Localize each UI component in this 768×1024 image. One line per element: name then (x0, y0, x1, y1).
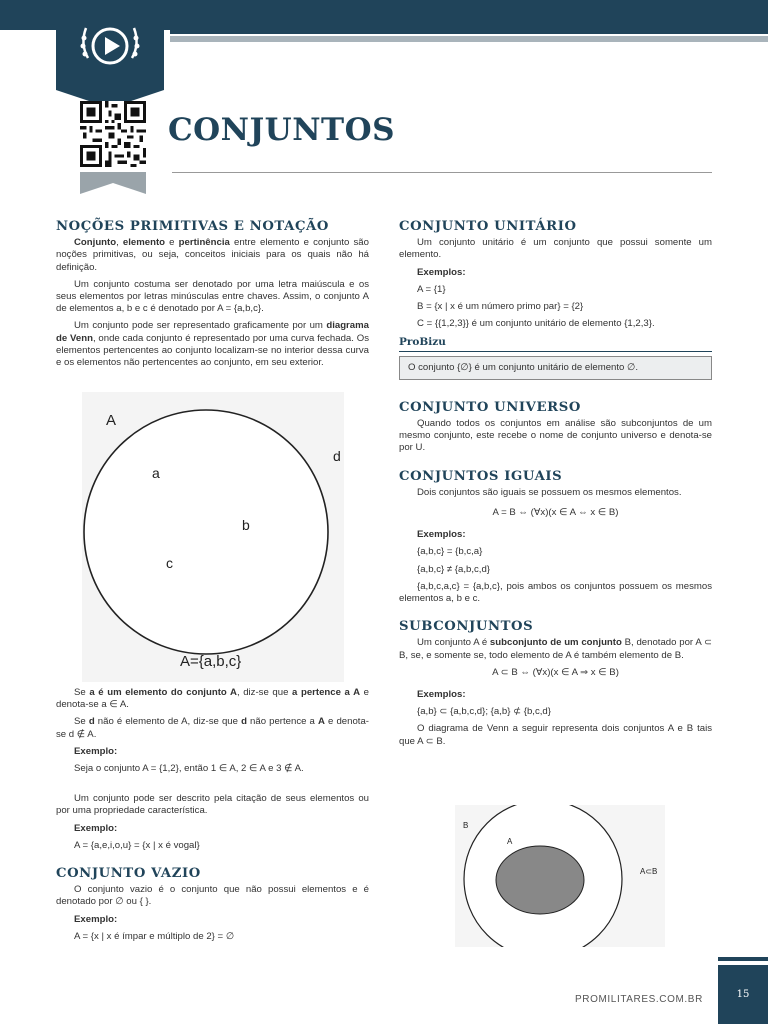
bold-term: a pertence a A (292, 687, 361, 698)
footer-bar (718, 957, 768, 961)
paragraph (56, 237, 369, 274)
example-text: {a,b,c} = {b,c,a} (417, 546, 483, 558)
text: entre elemento e conjunto são noções primitivas, ou seja, conceitos iniciais para os quais não há definição. (56, 237, 369, 273)
set-a-circle (84, 410, 328, 654)
text: e denota-se d ∉ A. (56, 716, 369, 740)
venn-element-a: a (152, 465, 160, 481)
example-label (399, 529, 712, 541)
example-text: A = {1} (417, 283, 446, 295)
paragraph: Um conjunto pode ser descrito pela citação de seus elementos ou por uma propriedade característica. (56, 793, 369, 817)
paragraph: Dois conjuntos são iguais se possuem os mesmos elementos. (417, 486, 682, 498)
bold-term: diagrama de Venn (56, 320, 369, 344)
title-divider (172, 172, 712, 173)
venn-diagram-subset (455, 805, 665, 947)
paragraph (399, 637, 712, 661)
example-text: C = {{1,2,3}} é um conjunto unitário de elemento {1,2,3}. (417, 318, 655, 330)
footer-site[interactable]: PROMILITARES.COM.BR (575, 994, 703, 1005)
left-column (56, 221, 369, 374)
section-heading-universo: CONJUNTO UNIVERSO (399, 399, 581, 415)
text: , (116, 237, 123, 249)
bold-term: d (241, 716, 247, 728)
example-label (56, 823, 369, 835)
bold-term: a é um elemento do conjunto A (89, 687, 237, 698)
text: Um conjunto pode ser representado graficamente por um (74, 320, 327, 332)
bold-term: elemento (122, 237, 166, 249)
section-heading-nocoes: NOÇÕES PRIMITIVAS E NOTAÇÃO (56, 219, 329, 234)
banner-stripe (170, 36, 768, 42)
bold-term: d (88, 716, 95, 728)
venn-inner-label: A (507, 837, 513, 846)
text: não é elemento de A, diz-se que (94, 716, 242, 728)
text: , onde cada conjunto é representado por uma curva fechada. Os elementos pertencentes ao conjunto localizam-se no interior dessa curva e os elementos não pertencentes ao conjunto, em seu exterior. (56, 332, 369, 369)
example-text: A = {x | x é ímpar e múltiplo de 2} = ∅ (74, 930, 235, 942)
bold-term: Exemplos: (417, 266, 466, 278)
qr-code-icon[interactable] (80, 101, 146, 167)
formula: A = B ⇔ (∀x)(x ∈ A ⇔ x ∈ B) (492, 507, 619, 519)
bold-term: Exemplo: (74, 913, 118, 925)
bold-term: A (318, 716, 325, 728)
paragraph (56, 320, 369, 369)
logo-badge (56, 0, 164, 90)
text: Se (74, 716, 89, 728)
probizu-label: ProBizu (399, 336, 712, 351)
venn-element-d: d (333, 448, 341, 464)
venn-element-b: b (242, 517, 250, 533)
paragraph: Um conjunto costuma ser denotado por uma letra maiúscula e os seus elementos por letras minúsculas entre chaves. Assim, o conjunto A de elementos a, b e c é denotado por A = {a,b,c}. (56, 278, 369, 315)
paragraph (56, 687, 369, 711)
formula: A ⊂ B ⇔ (∀x)(x ∈ A ⇒ x ∈ B) (492, 666, 619, 678)
paragraph (56, 716, 369, 740)
example-label (56, 914, 369, 926)
text: , diz-se que (236, 687, 293, 698)
bold-term: Exemplos: (417, 529, 466, 541)
venn-set-label: A (106, 412, 117, 429)
paragraph: O conjunto vazio é o conjunto que não possui elementos e é denotado por ∅ ou { }. (56, 884, 369, 908)
paragraph: Quando todos os conjuntos em análise são subconjuntos de um mesmo conjunto, este recebe o nome de conjunto universo e denota-se por U. (399, 418, 712, 454)
paragraph: {a,b,c,a,c} = {a,b,c}, pois ambos os conjuntos possuem os mesmos elementos a, b e c. (399, 580, 712, 605)
bold-term: Exemplo: (74, 822, 118, 834)
bold-term: Conjunto (74, 237, 117, 249)
venn-element-c: c (166, 555, 173, 571)
example-label (399, 267, 712, 279)
section-heading-vazio: CONJUNTO VAZIO (56, 866, 201, 882)
right-column (399, 221, 712, 753)
example-text: A = {a,e,i,o,u} = {x | x é vogal} (74, 839, 200, 851)
bold-term: Exemplos: (417, 689, 466, 701)
section-heading-iguais: CONJUNTOS IGUAIS (399, 468, 563, 484)
paragraph: O diagrama de Venn a seguir representa dois conjuntos A e B tais que A ⊂ B. (399, 723, 712, 747)
bold-term: subconjunto de um conjunto (489, 637, 622, 649)
paragraph: Um conjunto unitário é um conjunto que possui somente um elemento. (399, 237, 712, 261)
qr-ribbon-notch (80, 183, 146, 194)
text: não pertence a (246, 716, 318, 728)
banner-stripe (170, 30, 768, 34)
text: e (165, 237, 179, 249)
set-a-ellipse (496, 846, 584, 914)
venn-diagram-a (82, 392, 344, 682)
text: e denota-se a ∈ A. (56, 687, 370, 711)
text: Se (74, 687, 90, 698)
example-text: Seja o conjunto A = {1,2}, então 1 ∈ A, 2 ∈ A e 3 ∉ A. (74, 763, 304, 775)
play-logo-icon (74, 8, 146, 80)
example-label (56, 746, 369, 758)
text: Um conjunto A é (417, 637, 490, 649)
example-label (399, 689, 712, 701)
bold-term: pertinência (178, 237, 230, 249)
section-heading-unitario: CONJUNTO UNITÁRIO (399, 219, 577, 234)
example-text: B = {x | x é um número primo par} = {2} (417, 301, 584, 313)
venn-outer-label: B (463, 821, 469, 830)
probizu-box: O conjunto {∅} é um conjunto unitário de elemento ∅. (399, 356, 712, 380)
text: B, denotado por A ⊂ B, se, e somente se, todo elemento de A é também elemento de B. (399, 637, 712, 661)
example-text: {a,b,c} ≠ {a,b,c,d} (417, 563, 491, 575)
bold-term: Exemplo: (74, 745, 118, 757)
example-text: {a,b} ⊂ {a,b,c,d}; {a,b} ⊄ {b,c,d} (417, 706, 551, 718)
left-column-lower (56, 687, 369, 948)
venn-relation-label: A⊂B (640, 867, 658, 876)
venn-caption: A={a,b,c} (180, 653, 242, 670)
section-heading-subconjuntos: SUBCONJUNTOS (399, 619, 534, 635)
page-number: 15 (718, 965, 768, 1024)
page-title: CONJUNTOS (168, 112, 396, 148)
